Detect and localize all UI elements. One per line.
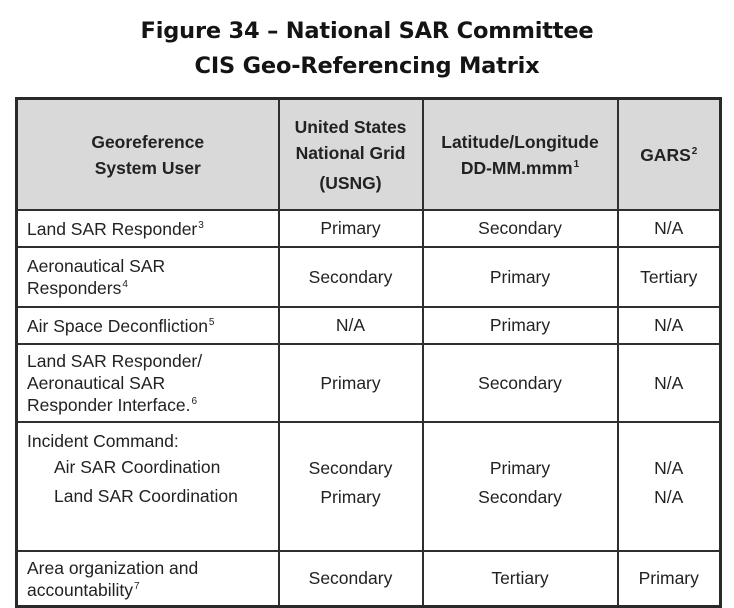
cell-latlon: Primary <box>423 307 618 344</box>
header-col3-line2-wrap <box>424 155 617 181</box>
cell-usng: Secondary <box>279 551 423 607</box>
row-label-line2: Aeronautical SAR <box>27 373 166 393</box>
footnote-4: 4 <box>122 279 128 290</box>
row-label-line2-wrap <box>27 277 278 299</box>
header-col3-line1: Latitude/Longitude <box>441 131 599 152</box>
cell-gars <box>618 422 721 551</box>
header-col4-text: GARS <box>640 144 691 165</box>
subrow-gars-air: N/A <box>654 458 684 478</box>
header-latitude-longitude <box>423 99 618 211</box>
footnote-6: 6 <box>191 396 197 407</box>
row-label <box>17 551 279 607</box>
row-label <box>17 307 279 344</box>
row-label-line3: Responder Interface. <box>27 395 191 415</box>
subrow-latlon-air: Primary <box>489 458 551 478</box>
footnote-1: 1 <box>573 158 580 170</box>
table-row <box>17 210 721 247</box>
incident-command-label: Incident Command: <box>27 431 179 451</box>
row-label-line1: Area organization and <box>27 557 199 578</box>
subrow-latlon-land: Secondary <box>478 487 562 507</box>
subrow-gars-land: N/A <box>654 487 684 507</box>
cell-gars: N/A <box>618 210 721 247</box>
row-label-line3-wrap <box>27 394 278 416</box>
cell-gars: Primary <box>618 551 721 607</box>
figure-title-line1: Figure 34 – National SAR Committee <box>140 18 594 44</box>
header-col1-text: Georeference System User <box>91 131 205 178</box>
header-col2-line2: (USNG) <box>319 172 382 193</box>
cell-usng: Secondary <box>279 247 423 307</box>
geo-referencing-matrix-table <box>15 97 722 608</box>
subrow-label-land: Land SAR Coordination <box>54 486 238 506</box>
subrow-label-air: Air SAR Coordination <box>54 457 221 477</box>
row-label <box>17 210 279 247</box>
cell-usng: N/A <box>279 307 423 344</box>
header-gars <box>618 99 721 211</box>
header-col3-line2: DD-MM.mmm <box>460 157 573 178</box>
header-georeference-system-user <box>17 99 279 211</box>
cell-usng: Primary <box>279 344 423 422</box>
table-row <box>17 422 721 551</box>
row-label <box>17 247 279 307</box>
row-label-line1: Aeronautical SAR <box>27 256 166 276</box>
figure-title-line2: CIS Geo-Referencing Matrix <box>194 53 540 79</box>
row-label-line2-wrap <box>27 579 278 601</box>
cell-gars: N/A <box>618 307 721 344</box>
row-label <box>17 422 279 551</box>
cell-latlon <box>423 422 618 551</box>
footnote-7: 7 <box>134 580 140 592</box>
footnote-2: 2 <box>691 145 698 157</box>
row-label-line2: Responders <box>27 278 122 298</box>
cell-usng <box>279 422 423 551</box>
footnote-3: 3 <box>198 219 204 231</box>
cell-latlon: Tertiary <box>423 551 618 607</box>
table-row <box>17 247 721 307</box>
table-row <box>17 344 721 422</box>
row-label <box>17 344 279 422</box>
row-label-text: Air Space Deconfliction <box>27 315 208 336</box>
row-label-text: Land SAR Responder <box>27 218 198 239</box>
row-label-line1: Land SAR Responder/ <box>27 351 203 371</box>
subrow-usng-air: Secondary <box>308 458 393 478</box>
row-label-line2: accountability <box>27 579 134 600</box>
footnote-5: 5 <box>208 316 215 328</box>
cell-latlon: Secondary <box>423 210 618 247</box>
header-col2-line1: United States National Grid <box>294 116 407 163</box>
cell-latlon: Primary <box>423 247 618 307</box>
cell-gars: N/A <box>618 344 721 422</box>
header-row <box>17 99 721 211</box>
table-row <box>17 307 721 344</box>
cell-gars: Tertiary <box>618 247 721 307</box>
subrow-usng-land: Primary <box>320 487 381 507</box>
cell-usng: Primary <box>279 210 423 247</box>
table-row <box>17 551 721 607</box>
cell-latlon: Secondary <box>423 344 618 422</box>
header-usng <box>279 99 423 211</box>
